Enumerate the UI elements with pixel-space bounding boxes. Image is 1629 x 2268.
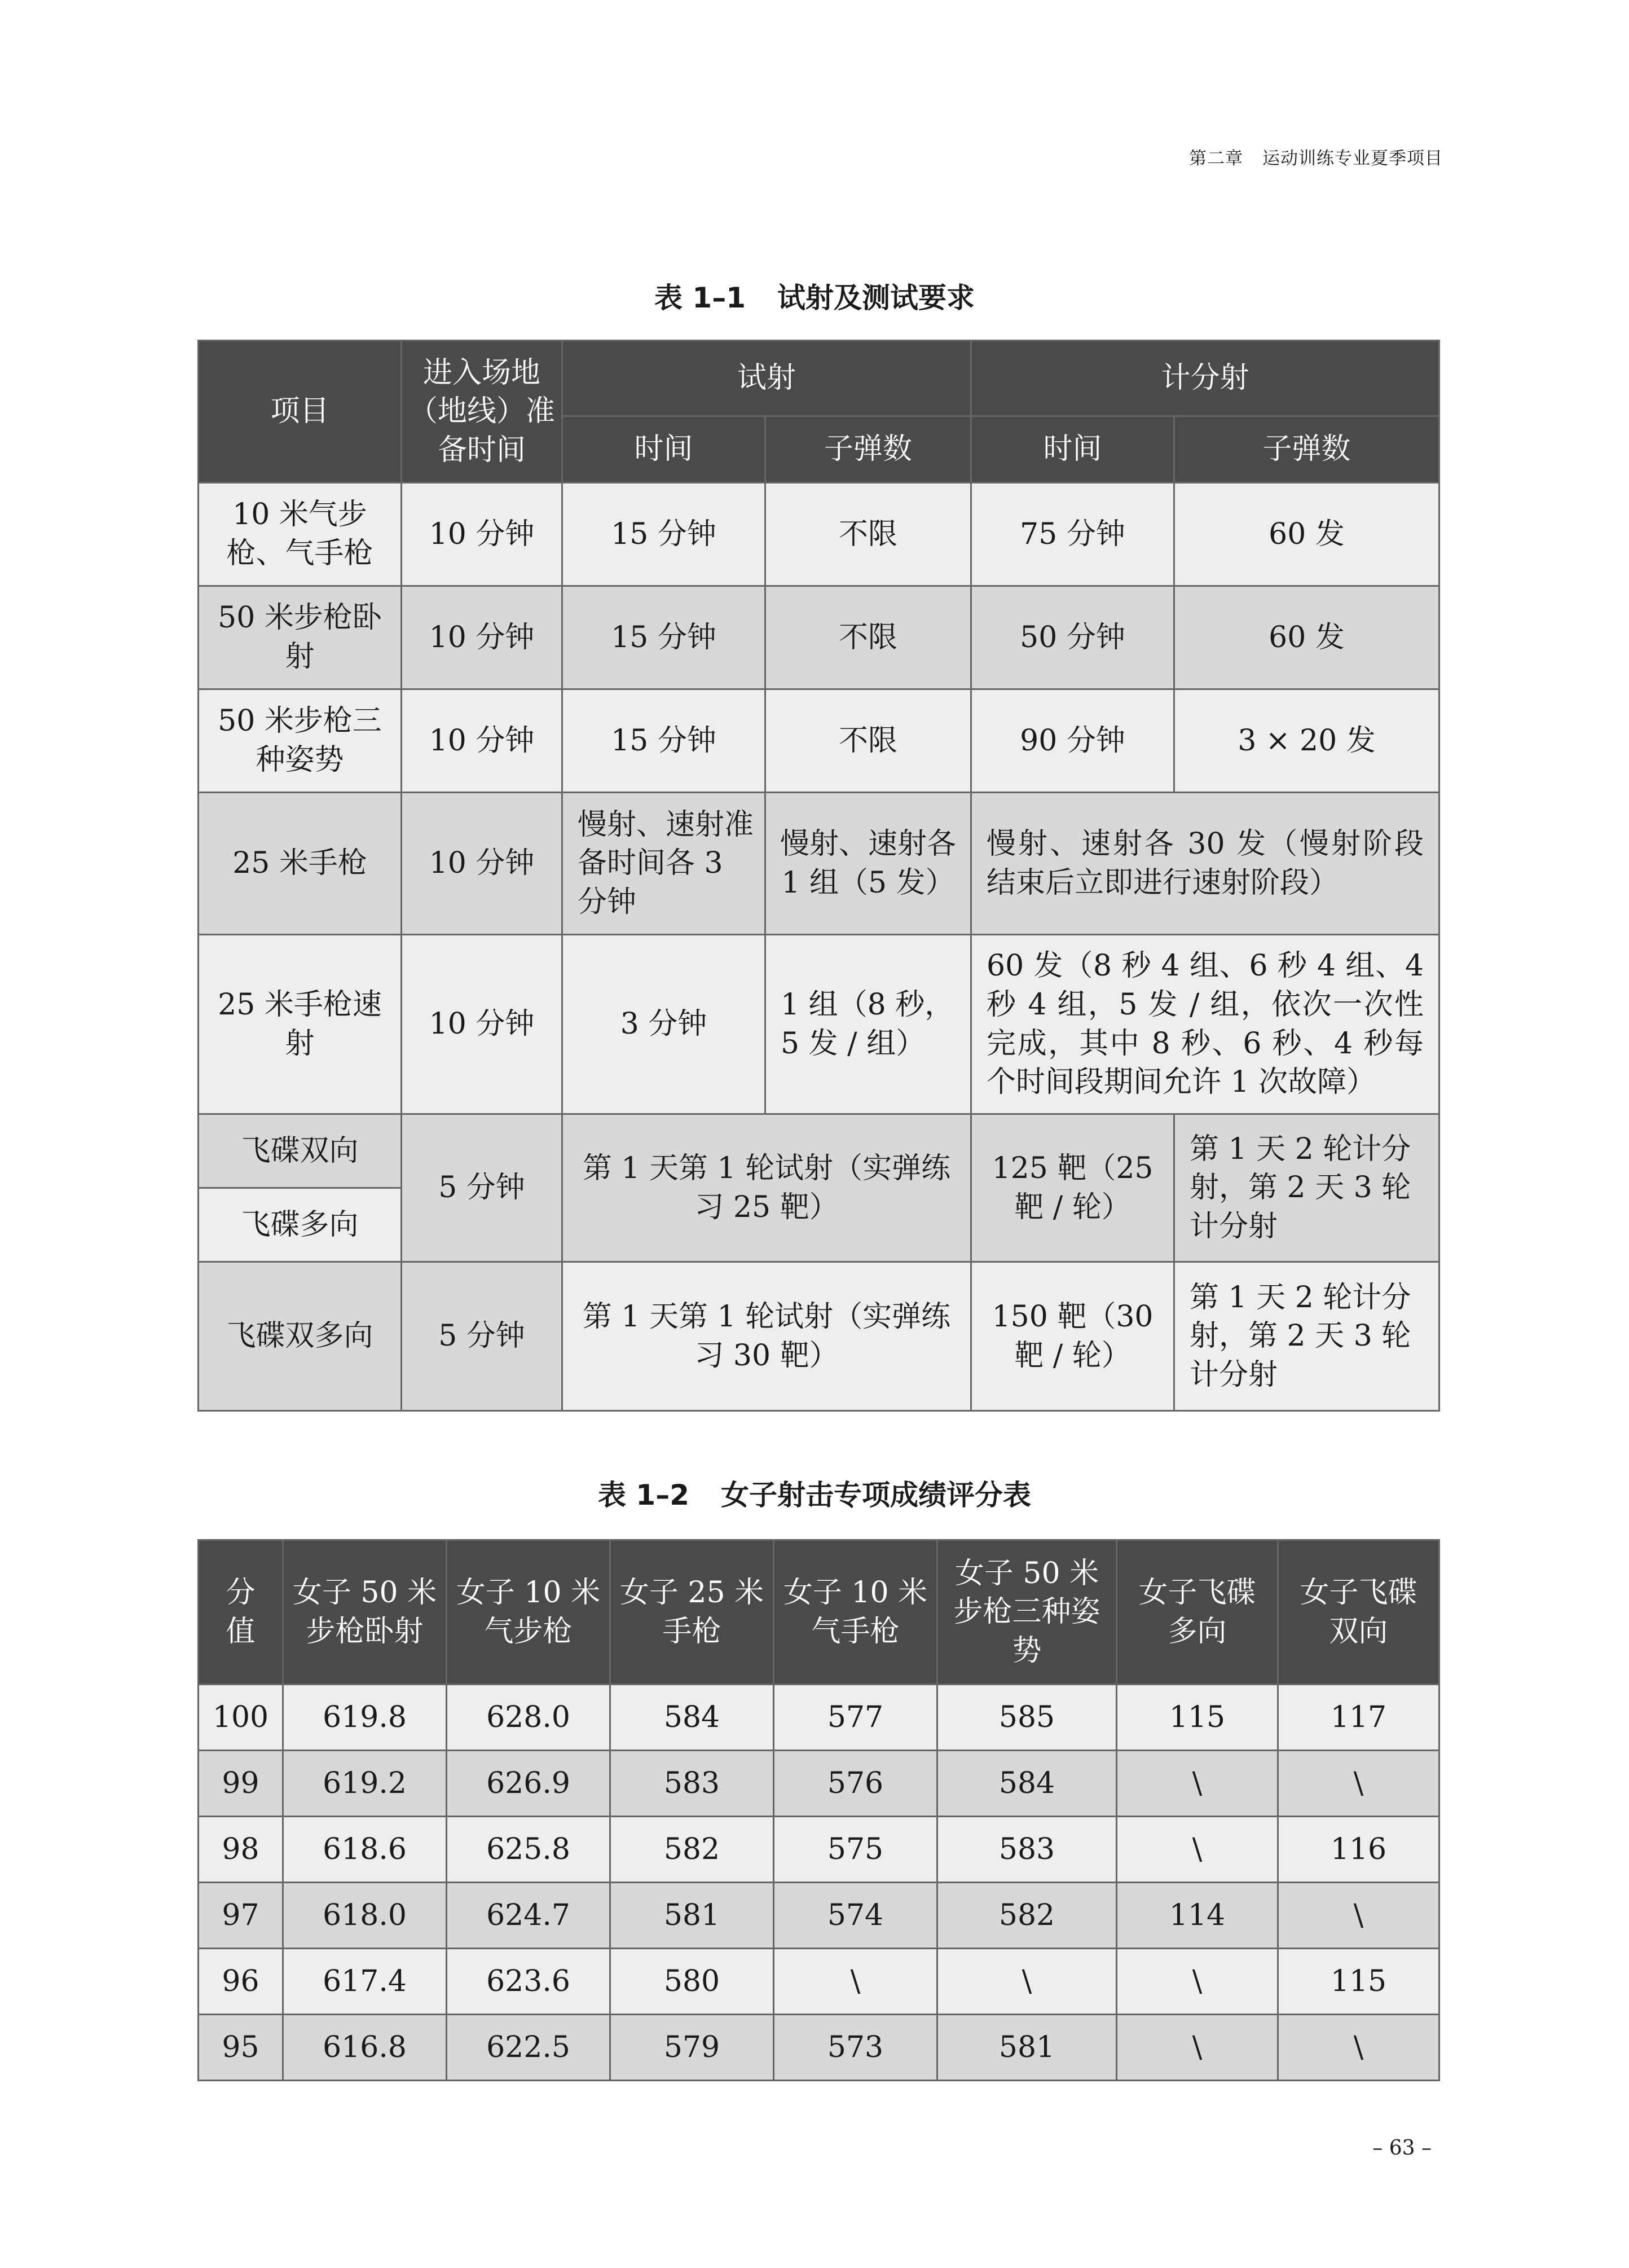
cell-item: 飞碟双多向	[199, 1262, 402, 1411]
cell-value: 584	[610, 1685, 774, 1751]
cell-item: 50 米步枪三种姿势	[199, 689, 402, 793]
cell-item: 飞碟双向	[199, 1114, 402, 1188]
cell-value: 576	[774, 1751, 937, 1817]
cell-score: 98	[199, 1817, 283, 1883]
cell-value: 573	[774, 2015, 937, 2081]
cell-value: 628.0	[447, 1685, 610, 1751]
table-row	[199, 793, 1439, 935]
cell-item: 飞碟多向	[199, 1188, 402, 1262]
cell-trial-time: 15 分钟	[562, 483, 765, 586]
table-row	[199, 1949, 1439, 2015]
cell-item: 25 米手枪速射	[199, 935, 402, 1114]
cell-prep: 10 分钟	[402, 793, 562, 935]
cell-value: 618.0	[283, 1883, 447, 1949]
cell-trial-bullets: 慢射、速射各 1 组（5 发）	[765, 793, 971, 935]
table-row	[199, 689, 1439, 793]
cell-value: 619.8	[283, 1685, 447, 1751]
cell-scored-bullets: 第 1 天 2 轮计分射，第 2 天 3 轮计分射	[1174, 1114, 1439, 1262]
header-50m-rifle-3-positions: 女子 50 米步枪三种姿势	[937, 1540, 1117, 1685]
cell-value: 115	[1117, 1685, 1278, 1751]
cell-trial-bullets: 1 组（8 秒，5 发 / 组）	[765, 935, 971, 1114]
cell-score: 100	[199, 1685, 283, 1751]
cell-prep: 10 分钟	[402, 935, 562, 1114]
table-row	[199, 1751, 1439, 1817]
cell-value: 583	[937, 1817, 1117, 1883]
cell-value: 626.9	[447, 1751, 610, 1817]
cell-trial-time: 3 分钟	[562, 935, 765, 1114]
cell-value: 583	[610, 1751, 774, 1817]
cell-scored-time: 50 分钟	[971, 586, 1174, 689]
cell-value: 617.4	[283, 1949, 447, 2015]
cell-value: 625.8	[447, 1817, 610, 1883]
header-50m-rifle-prone: 女子 50 米步枪卧射	[283, 1540, 447, 1685]
header-25m-pistol: 女子 25 米手枪	[610, 1540, 774, 1685]
header-scored-time: 时间	[971, 416, 1174, 483]
cell-score: 95	[199, 2015, 283, 2081]
cell-trial: 第 1 天第 1 轮试射（实弹练习 25 靶）	[562, 1114, 971, 1262]
cell-value: 114	[1117, 1883, 1278, 1949]
chapter-label: 第二章	[1189, 148, 1243, 169]
cell-trial: 第 1 天第 1 轮试射（实弹练习 30 靶）	[562, 1262, 971, 1411]
cell-value: \	[1278, 2015, 1439, 2081]
table1-number: 表 1–1	[654, 282, 746, 314]
header-trial-bullets: 子弹数	[765, 416, 971, 483]
table-row	[199, 1817, 1439, 1883]
cell-trial-bullets: 不限	[765, 586, 971, 689]
cell-score: 99	[199, 1751, 283, 1817]
cell-trial-time: 15 分钟	[562, 689, 765, 793]
cell-prep: 5 分钟	[402, 1114, 562, 1262]
cell-value: 579	[610, 2015, 774, 2081]
cell-scored-time: 150 靶（30 靶 / 轮）	[971, 1262, 1174, 1411]
cell-value: 622.5	[447, 2015, 610, 2081]
cell-item: 25 米手枪	[199, 793, 402, 935]
cell-score: 96	[199, 1949, 283, 2015]
cell-scored-time: 125 靶（25 靶 / 轮）	[971, 1114, 1174, 1262]
cell-value: \	[1117, 1817, 1278, 1883]
cell-scored-time: 90 分钟	[971, 689, 1174, 793]
cell-scored: 60 发（8 秒 4 组、6 秒 4 组、4 秒 4 组，5 发 / 组，依次一次性完成，其中 8 秒、6 秒、4 秒每个时间段期间允许 1 次故障）	[971, 935, 1439, 1114]
cell-value: 616.8	[283, 2015, 447, 2081]
cell-value: \	[774, 1949, 937, 2015]
header-skeet: 女子飞碟双向	[1278, 1540, 1439, 1685]
table-row	[199, 2015, 1439, 2081]
cell-value: 624.7	[447, 1883, 610, 1949]
header-score: 分值	[199, 1540, 283, 1685]
cell-value: 618.6	[283, 1817, 447, 1883]
cell-value: 115	[1278, 1949, 1439, 2015]
cell-value: 582	[937, 1883, 1117, 1949]
cell-value: 577	[774, 1685, 937, 1751]
cell-value: \	[937, 1949, 1117, 2015]
header-10m-air-rifle: 女子 10 米气步枪	[447, 1540, 610, 1685]
header-trial-time: 时间	[562, 416, 765, 483]
cell-value: 623.6	[447, 1949, 610, 2015]
cell-trial-time: 慢射、速射准备时间各 3 分钟	[562, 793, 765, 935]
chapter-title: 运动训练专业夏季项目	[1262, 148, 1443, 169]
cell-value: 582	[610, 1817, 774, 1883]
page-number: – 63 –	[1372, 2137, 1432, 2160]
header-scored: 计分射	[971, 341, 1439, 416]
cell-value: 117	[1278, 1685, 1439, 1751]
cell-trial-bullets: 不限	[765, 483, 971, 586]
cell-scored-bullets: 60 发	[1174, 586, 1439, 689]
cell-prep: 10 分钟	[402, 586, 562, 689]
table-row	[199, 1262, 1439, 1411]
cell-value: \	[1117, 1949, 1278, 2015]
table-row	[199, 483, 1439, 586]
table-row	[199, 1883, 1439, 1949]
cell-value: 575	[774, 1817, 937, 1883]
cell-value: 581	[937, 2015, 1117, 2081]
table-row	[199, 935, 1439, 1114]
header-10m-air-pistol: 女子 10 米气手枪	[774, 1540, 937, 1685]
cell-prep: 5 分钟	[402, 1262, 562, 1411]
cell-value: 574	[774, 1883, 937, 1949]
cell-value: \	[1117, 1751, 1278, 1817]
womens-shooting-score-table	[197, 1539, 1440, 2081]
cell-prep: 10 分钟	[402, 483, 562, 586]
cell-prep: 10 分钟	[402, 689, 562, 793]
table1-caption	[0, 275, 1629, 316]
cell-trial-bullets: 不限	[765, 689, 971, 793]
header-trial: 试射	[562, 341, 971, 416]
cell-item: 10 米气步枪、气手枪	[199, 483, 402, 586]
cell-value: 580	[610, 1949, 774, 2015]
cell-value: 581	[610, 1883, 774, 1949]
table2-caption	[0, 1473, 1629, 1513]
cell-value: 585	[937, 1685, 1117, 1751]
cell-scored-bullets: 3 × 20 发	[1174, 689, 1439, 793]
cell-value: \	[1278, 1883, 1439, 1949]
cell-scored-bullets: 第 1 天 2 轮计分射，第 2 天 3 轮计分射	[1174, 1262, 1439, 1411]
table2-title: 女子射击专项成绩评分表	[721, 1479, 1031, 1511]
header-scored-bullets: 子弹数	[1174, 416, 1439, 483]
cell-score: 97	[199, 1883, 283, 1949]
running-header	[1189, 144, 1443, 169]
cell-scored-bullets: 60 发	[1174, 483, 1439, 586]
table-row	[199, 1114, 1439, 1188]
cell-value: 584	[937, 1751, 1117, 1817]
test-requirements-table	[197, 340, 1440, 1412]
cell-value: \	[1117, 2015, 1278, 2081]
cell-value: \	[1278, 1751, 1439, 1817]
header-prep-time: 进入场地（地线）准备时间	[402, 341, 562, 483]
table-row	[199, 1685, 1439, 1751]
cell-value: 619.2	[283, 1751, 447, 1817]
cell-scored: 慢射、速射各 30 发（慢射阶段结束后立即进行速射阶段）	[971, 793, 1439, 935]
table1-title: 试射及测试要求	[777, 282, 975, 314]
header-item: 项目	[199, 341, 402, 483]
table-row	[199, 586, 1439, 689]
cell-trial-time: 15 分钟	[562, 586, 765, 689]
header-skeet-trap: 女子飞碟多向	[1117, 1540, 1278, 1685]
cell-item: 50 米步枪卧射	[199, 586, 402, 689]
table2-number: 表 1–2	[598, 1479, 689, 1511]
cell-value: 116	[1278, 1817, 1439, 1883]
cell-scored-time: 75 分钟	[971, 483, 1174, 586]
